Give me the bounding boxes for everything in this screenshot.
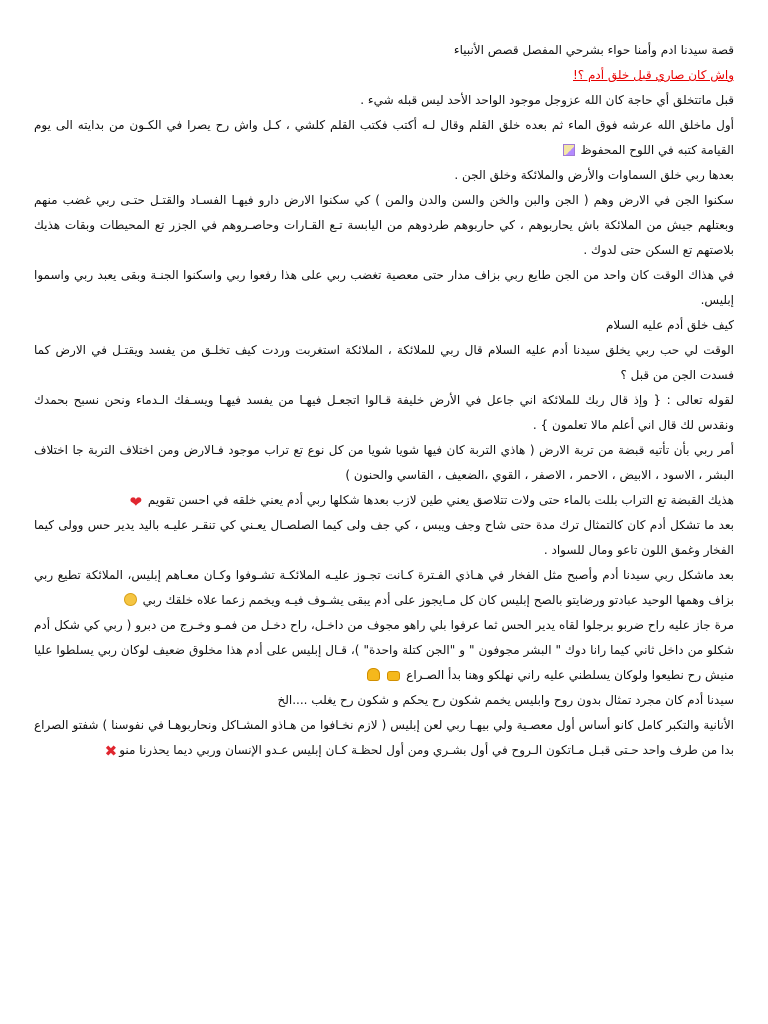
document-page: [34, 38, 734, 763]
paragraph: مرة جاز عليه راح ضربو برجلوا لقاه يدير الحس ثما عرفوا بلي راهو مجوف من داخـل، راح دخـل من فمـو وخـرج من دبرو ( ربي كي شكل أدم شكلو من داخل ثاني كيما رانا دوك " البشر مجوفون " و "الجن كتلة واحدة" )، قـال إبليس على أدم هذا مخلوق ضعيف لوكان ربي يسلطوا عليا منيش رح نطيعوا ولوكان يسلطني عليه راني نهلكو وهنا بدأ الصـراع: [34, 618, 734, 682]
quran-quote-paragraph: لقوله تعالى : { وإذ قال ربك للملائكة اني جاعل في الأرض خليفة قـالوا اتجعـل فيهـا من يفسد فيهـا ويسـفك الـدماء ونحن نسبح بحمدك ونقدس لك قال اني أعلم مالا تعلمون } .: [34, 393, 734, 432]
paragraph: سكنوا الجن في الارض وهم ( الجن والبن والخن والسن والدن والمن ) كي سكنوا الارض دارو فيهـا الفسـاد والقتـل حتـى ربي غضب منهم وبعتلهم جيش من الملائكة باش يحاربوهم ، كي حاربوهم طردوهم من اليابسة تـع القـارات وحاصـروهم في الجزر تع المحيطات وبقات هذيك بلاصتهم تع السكن حتى لدوك .: [34, 193, 734, 257]
paragraph: بعد ما تشكل أدم كان كالتمثال ترك مدة حتى شاح وجف ويبس ، كي جف ولى كيما الصلصـال يعـني كي تنقـر عليـه باليد يدير حس وولى كيما الفخار وغمق اللون تاعو ومال للسواد .: [34, 518, 734, 557]
document-title: قصة سيدنا ادم وأمنا حواء بشرحي المفصل قصص الأنبياء: [453, 43, 734, 57]
document-subtitle: واش كان صاري قبل خلق أدم ؟!: [572, 68, 734, 82]
paragraph: بعدها ربي خلق السماوات والأرض والملائكة وخلق الجن .: [454, 168, 734, 182]
paragraph: أول ماخلق الله عرشه فوق الماء ثم بعده خلق القلم وقال لـه أكتب فكتب القلم كلشي ، كـل واش رح يصرا في الكـون من بدايته الى يوم القيامة كتبه في اللوح المحفوظ: [34, 118, 734, 157]
paragraph: الوقت لي حب ربي يخلق سيدنا أدم عليه السلام قال ربي للملائكة ، الملائكة استغربت وردت كيف تخلـق من يفسد ويقتـل في الارض كما فسدت الجن من قبل ؟: [34, 343, 734, 382]
flexed-biceps-icon: [367, 668, 380, 681]
memo-icon: [563, 144, 575, 156]
paragraph: هذيك القبضة تع التراب بللت بالماء حتى ولات تتلاصق يعني طين لازب بعدها شكلها ربي أدم يعني خلقه في احسن تقويم ❤: [129, 493, 734, 511]
paragraph: سيدنا أدم كان مجرد تمثال بدون روح وابليس يخمم شكون رح يحكم و شكون رح يغلب ....الخ: [277, 693, 734, 707]
paragraph: قبل ماتتخلق أي حاجة كان الله عزوجل موجود الواحد الأحد ليس قبله شيء .: [360, 93, 734, 107]
thinking-face-icon: [124, 593, 137, 606]
fist-icon: [387, 671, 400, 681]
paragraph: في هذاك الوقت كان واحد من الجن طايع ربي بزاف مدار حتى معصية تغضب ربي على هذا رفعوا ربي واسكنوا الجنـة وبقى يعبد ربي واسموا إبليس.: [34, 268, 734, 307]
paragraph: أمر ربي بأن تأتيه قبضة من تربة الارض ( هاذي التربة كان فيها شويا شويا من كل نوع تع تراب موجود فـالارض ومن اختلاف التربة جا اختلاف البشر ، الاسود ، الابيض ، الاحمر ، الاصفر ، القوي ،الضعيف ، القاسي والحنون ): [34, 443, 734, 482]
paragraph: الأنانية والتكبر كامل كانو أساس أول معصـية ولي بيهـا ربي لعن إبليس ( لازم نخـافوا من هـاذو المشـاكل ونحاربوهـا في نفوسنا ) شفتو الصراع بدا من طرف واحد حـتى قبـل مـاتكون الـروح في أول بشـري ومن أول لحظـة كـان إبليس عـدو الإنسان وربي ديما يحذرنا منو✖: [34, 718, 734, 760]
paragraph: بعد ماشكل ربي سيدنا أدم وأصبح مثل الفخار في هـاذي الفـترة كـانت تجـوز عليـه الملائكـة تشـوفوا وكـان معـاهم إبليس، الملائكة تطيع ربي بزاف وهمها الوحيد عبادتو ورضايتو بالصح إبليس كان كل مـايجوز على أدم يبقى يشـوف فيـه ويخمم زعما علاه خلقك ربي: [34, 568, 734, 607]
section-heading: كيف خلق أدم عليه السلام: [606, 318, 734, 332]
heart-icon: ❤: [129, 493, 143, 511]
cross-mark-icon: ✖: [104, 742, 118, 760]
